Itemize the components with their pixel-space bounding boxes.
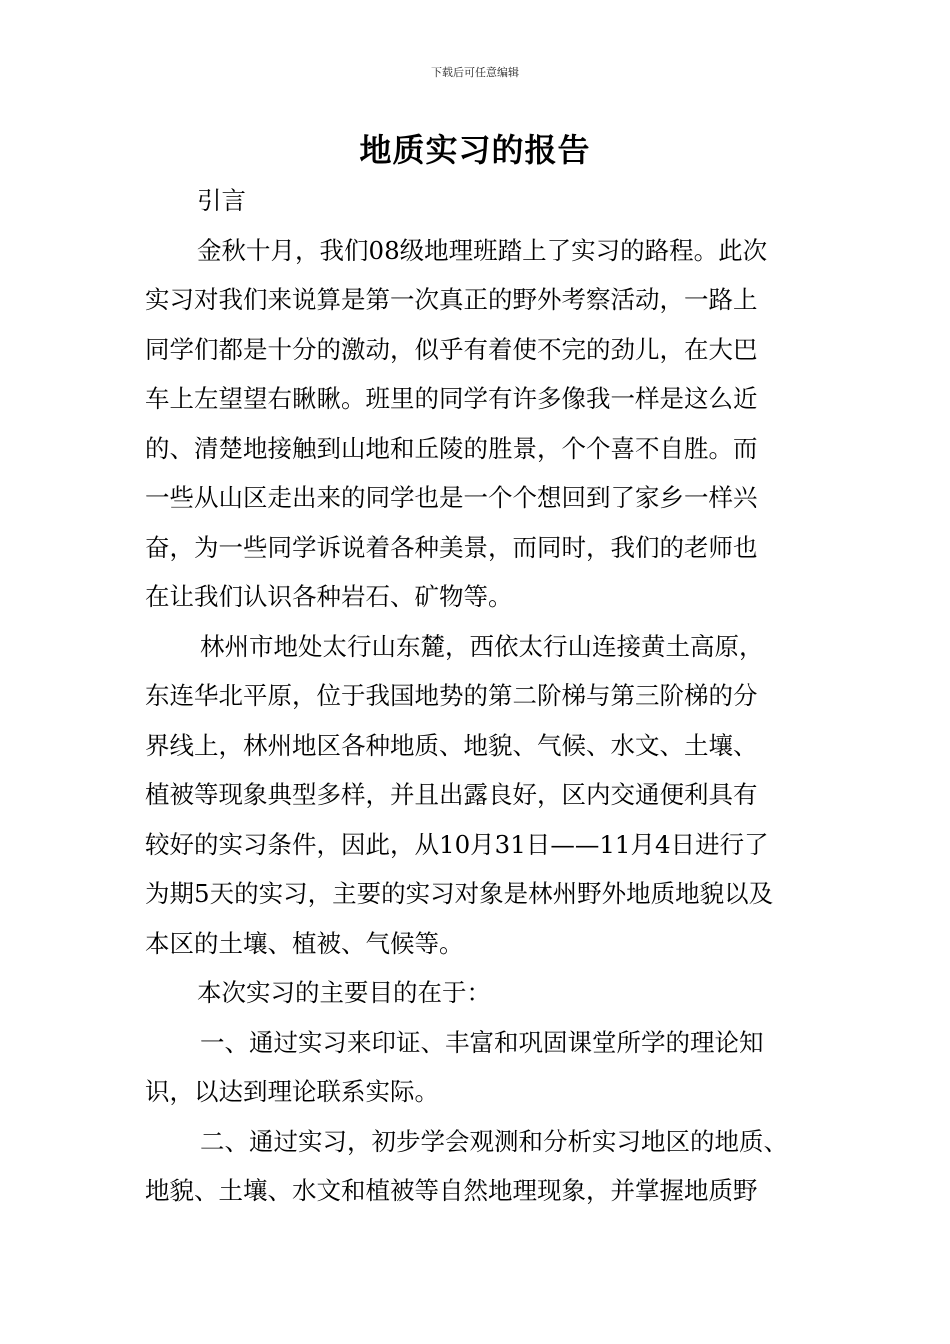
paragraph-line: 的、清楚地接触到山地和丘陵的胜景，个个喜不自胜。而 xyxy=(145,433,758,463)
paragraph-line: 本区的土壤、植被、气候等。 xyxy=(145,928,464,958)
paragraph-line: 一、通过实习来印证、丰富和巩固课堂所学的理论知 xyxy=(200,1027,764,1057)
paragraph-line: 植被等现象典型多样，并且出露良好，区内交通便利具有 xyxy=(145,780,758,809)
paragraph-line: 同学们都是十分的激动，似乎有着使不完的劲儿，在大巴 xyxy=(145,334,758,364)
paragraph-line: 奋，为一些同学诉说着各种美景，而同时，我们的老师也 xyxy=(145,532,758,562)
paragraph-line: 车上左望望右瞅瞅。班里的同学有许多像我一样是这么近 xyxy=(145,384,758,413)
paragraph-line: 为期5天的实习，主要的实习对象是林州野外地质地貌以及 xyxy=(145,879,774,908)
document-title: 地质实习的报告 xyxy=(359,131,591,169)
paragraph-line: 东连华北平原，位于我国地势的第二阶梯与第三阶梯的分 xyxy=(145,681,758,710)
paragraph-line: 林州市地处太行山东麓，西依太行山连接黄土高原， xyxy=(200,631,764,661)
document-body xyxy=(145,176,835,1216)
section-heading-intro: 引言 xyxy=(197,186,246,215)
paragraph-line: 本次实习的主要目的在于： xyxy=(197,978,491,1007)
paragraph-line: 在让我们认识各种岩石、矿物等。 xyxy=(145,582,513,611)
paragraph-line: 识，以达到理论联系实际。 xyxy=(145,1077,439,1106)
paragraph-line: 二、通过实习，初步学会观测和分析实习地区的地质、 xyxy=(200,1126,788,1156)
page-header-note: 下载后可任意编辑 xyxy=(431,66,519,79)
paragraph-line: 一些从山区走出来的同学也是一个个想回到了家乡一样兴 xyxy=(145,483,758,512)
paragraph-line: 界线上，林州地区各种地质、地貌、气候、水文、土壤、 xyxy=(145,730,758,760)
paragraph-line: 实习对我们来说算是第一次真正的野外考察活动，一路上 xyxy=(145,285,758,314)
paragraph-line: 地貌、土壤、水文和植被等自然地理现象，并掌握地质野 xyxy=(145,1176,758,1205)
paragraph-line: 较好的实习条件，因此，从10月31日——11月4日进行了 xyxy=(145,829,769,859)
paragraph-line: 金秋十月，我们08级地理班踏上了实习的路程。此次 xyxy=(197,235,768,265)
